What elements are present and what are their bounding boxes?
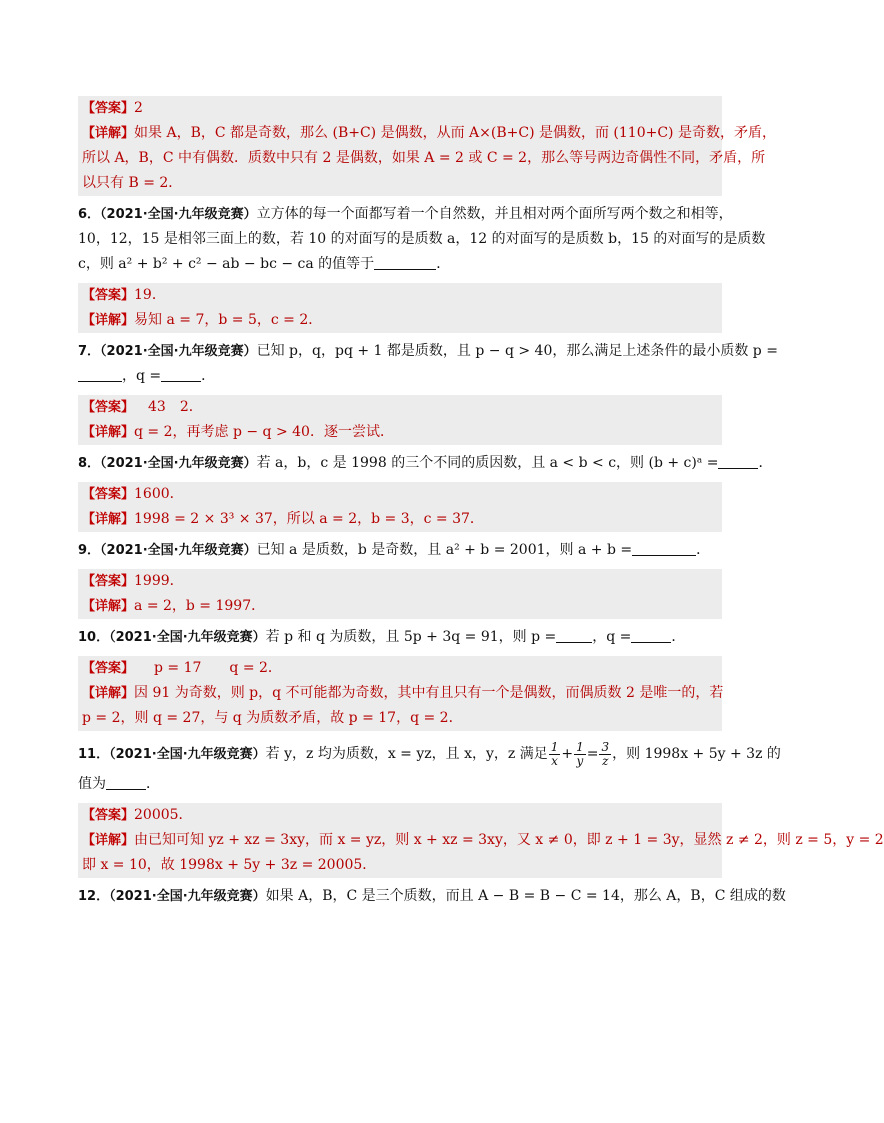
q10-answer: p = 17 q = 2．: [154, 660, 282, 676]
q6-source: （2021·全国·九年级竞赛）: [100, 207, 257, 222]
q11-detail-1: 由已知可知 yz + xz = 3xy，而 x = yz，则 x + xz = 3xy，又 x ≠ 0，即 z + 1 = 3y，显然 z ≠ 2，则 z = 5，y = 2: [134, 832, 884, 848]
question-12: [78, 884, 786, 909]
q6-detail: 易知 a = 7，b = 5，c = 2．: [134, 312, 323, 328]
q6-text-1: 立方体的每一个面都写着一个自然数，并且相对两个面所写两个数之和相等，: [256, 206, 733, 222]
q11-fraction-1-over-y: [574, 741, 586, 768]
question-7: [78, 339, 778, 389]
q6-text-3: c，则 a² + b² + c² − ab − bc − ca 的值等于: [78, 256, 375, 272]
q10-text-1: 若 p 和 q 为质数，且 5p + 3q = 91，则 p =: [265, 629, 557, 645]
q5-answer-block: [78, 96, 776, 196]
q10-blank-q[interactable]: [631, 628, 671, 643]
detail-tag: 【详解】: [82, 599, 135, 614]
q7-period: ．: [201, 368, 216, 384]
answer-tag: 【答案】: [82, 101, 135, 116]
fraction-numerator: 1: [550, 739, 559, 754]
q10-number: 10．: [78, 630, 110, 645]
q10-detail-2: p = 2，则 q = 27，与 q 为质数矛盾，故 p = 17，q = 2．: [82, 710, 463, 726]
q12-number: 12．: [78, 889, 110, 904]
q10-blank-p[interactable]: [556, 628, 592, 643]
q7-detail: q = 2，再考虑 p − q > 40．逐一尝试．: [134, 424, 394, 440]
question-6: [78, 202, 766, 277]
q11-blank[interactable]: [106, 775, 146, 790]
answer-tag: 【答案】: [82, 288, 135, 303]
q10-text-2: ，q =: [592, 629, 632, 645]
q11-answer: 20005．: [134, 807, 193, 823]
q5-answer: 2: [134, 100, 143, 116]
plus-sign: +: [561, 746, 574, 762]
detail-tag: 【详解】: [82, 512, 135, 527]
q5-detail-line-3: 以只有 B = 2．: [82, 175, 183, 191]
q8-answer-block: [78, 482, 722, 532]
fraction-denominator: y: [576, 753, 584, 768]
q10-answer-block: [78, 656, 722, 731]
q11-text-3: 值为: [78, 776, 106, 792]
q9-source: （2021·全国·九年级竞赛）: [100, 543, 257, 558]
q6-period: ．: [436, 256, 451, 272]
q8-period: ．: [758, 455, 773, 471]
q6-answer: 19．: [134, 287, 166, 303]
q6-answer-block: [78, 283, 722, 333]
q5-detail-line-2: 所以 A，B，C 中有偶数．质数中只有 2 是偶数，如果 A = 2 或 C = 2，那么等号两边奇偶性不同，矛盾，所: [82, 150, 766, 166]
detail-tag: 【详解】: [82, 126, 135, 141]
q9-answer: 1999．: [134, 573, 184, 589]
equals-sign: =: [586, 746, 599, 762]
q8-number: 8．: [78, 456, 101, 471]
answer-tag: 【答案】: [82, 661, 135, 676]
q11-source: （2021·全国·九年级竞赛）: [109, 747, 266, 762]
detail-tag: 【详解】: [82, 833, 135, 848]
q11-fraction-3-over-z: [599, 741, 611, 768]
q11-number: 11．: [78, 747, 110, 762]
q7-answer: 43 2．: [148, 399, 203, 415]
q6-number: 6．: [78, 207, 101, 222]
q5-detail-text-1: 如果 A，B，C 都是奇数，那么 (B+C) 是偶数，从而 A×(B+C) 是偶数，而 (110+C) 是奇数，矛盾，: [134, 125, 776, 141]
q11-detail-2: 即 x = 10，故 1998x + 5y + 3z = 20005．: [82, 857, 377, 873]
q11-fraction-1-over-x: [549, 741, 561, 768]
q11-text-2: ，则 1998x + 5y + 3z 的: [612, 746, 781, 762]
question-10: [78, 625, 722, 650]
q9-period: ．: [696, 542, 711, 558]
q5-answer-line: [82, 96, 722, 121]
document-body: [78, 96, 884, 915]
q8-source: （2021·全国·九年级竞赛）: [100, 456, 257, 471]
q7-blank-p[interactable]: [78, 367, 122, 382]
q7-answer-block: [78, 395, 722, 445]
q9-answer-block: [78, 569, 722, 619]
q11-period: ．: [146, 776, 160, 792]
question-11: [78, 737, 781, 797]
q7-number: 7．: [78, 344, 101, 359]
question-9: [78, 538, 722, 563]
q9-detail: a = 2，b = 1997．: [134, 598, 266, 614]
detail-tag: 【详解】: [82, 686, 135, 701]
q9-text-1: 已知 a 是质数，b 是奇数，且 a² + b = 2001，则 a + b =: [256, 542, 633, 558]
q10-period: ．: [671, 629, 686, 645]
q11-text-1: 若 y，z 均为质数，x = yz，且 x，y，z 满足: [265, 746, 548, 762]
fraction-numerator: 3: [601, 739, 610, 754]
q7-blank-q[interactable]: [161, 367, 201, 382]
q8-answer: 1600．: [134, 486, 184, 502]
q11-answer-block: [78, 803, 884, 878]
q7-text-1: 已知 p，q，pq + 1 都是质数，且 p − q > 40，那么满足上述条件的最小质数 p =: [256, 343, 778, 359]
fraction-denominator: x: [551, 753, 558, 768]
fraction-denominator: z: [602, 753, 609, 768]
detail-tag: 【详解】: [82, 313, 135, 328]
q9-number: 9．: [78, 543, 101, 558]
q8-blank[interactable]: [718, 454, 758, 469]
q5-detail-line-1: [82, 121, 776, 146]
q7-text-2: ，q =: [122, 368, 162, 384]
question-8: [78, 451, 773, 476]
q6-text-2: 10，12，15 是相邻三面上的数，若 10 的对面写的是质数 a，12 的对面写的是质数 b，15 的对面写的是质数: [78, 231, 766, 247]
q10-detail-1: 因 91 为奇数，则 p，q 不可能都为奇数，其中有且只有一个是偶数，而偶质数 2 是唯一的，若: [134, 685, 724, 701]
q9-blank[interactable]: [632, 541, 696, 556]
answer-tag: 【答案】: [82, 400, 135, 415]
q8-detail: 1998 = 2 × 3³ × 37，所以 a = 2，b = 3，c = 37．: [134, 511, 484, 527]
fraction-numerator: 1: [576, 739, 584, 754]
answer-tag: 【答案】: [82, 487, 135, 502]
answer-tag: 【答案】: [82, 574, 135, 589]
q10-source: （2021·全国·九年级竞赛）: [109, 630, 266, 645]
q6-blank[interactable]: [374, 255, 436, 270]
answer-tag: 【答案】: [82, 808, 135, 823]
detail-tag: 【详解】: [82, 425, 135, 440]
q8-text-1: 若 a，b，c 是 1998 的三个不同的质因数，且 a < b < c，则 (b + c)ᵃ =: [256, 455, 719, 471]
q12-source: （2021·全国·九年级竞赛）: [109, 889, 266, 904]
q7-source: （2021·全国·九年级竞赛）: [100, 344, 257, 359]
q12-text-1: 如果 A，B，C 是三个质数，而且 A − B = B − C = 14，那么 A，B，C 组成的数: [265, 888, 786, 904]
